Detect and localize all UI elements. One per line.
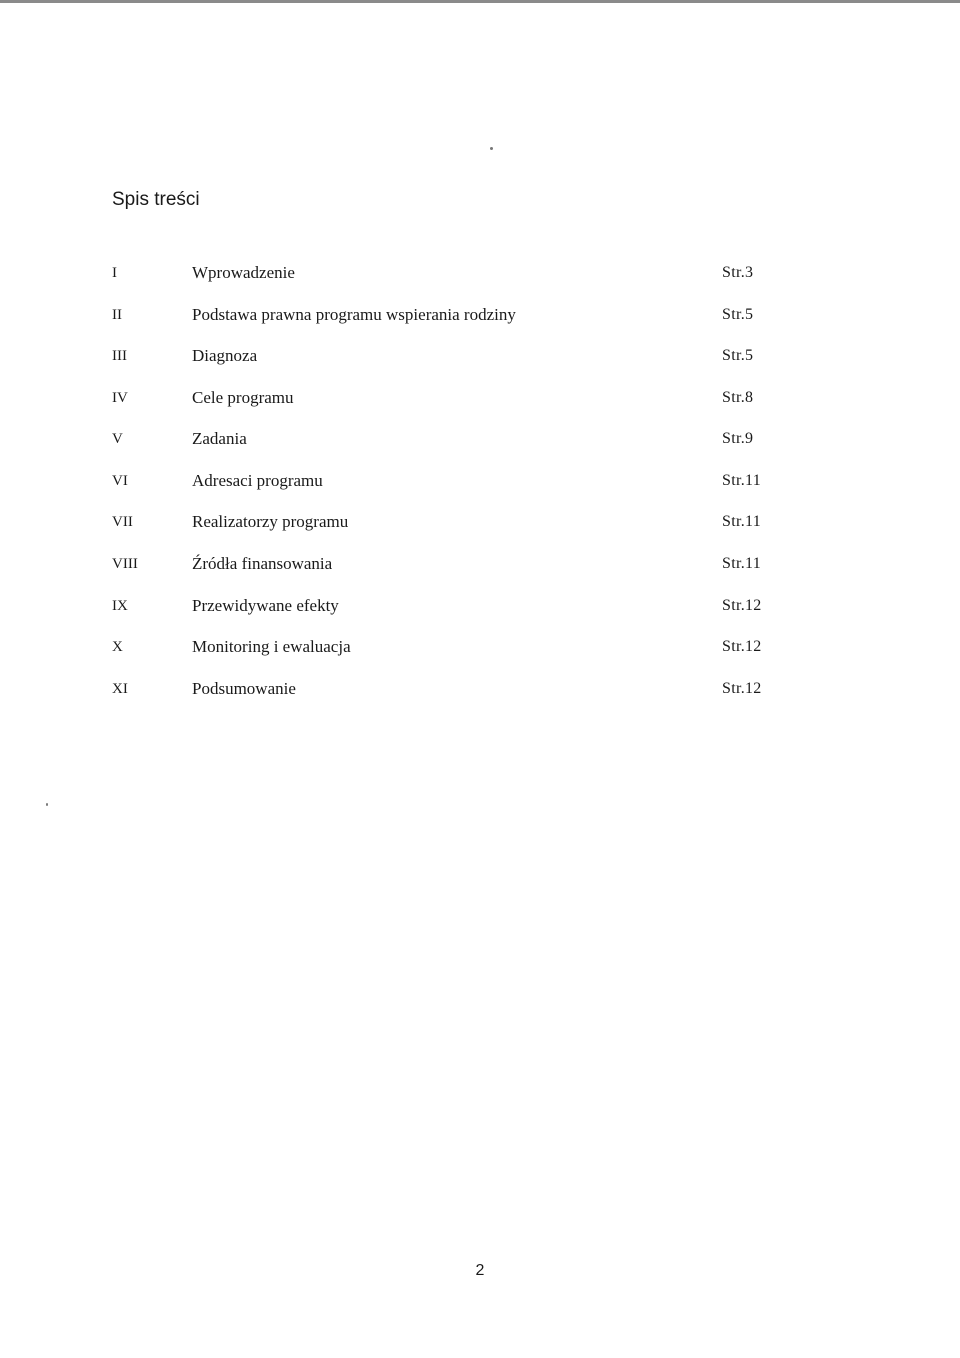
toc-entry <box>0 424 960 454</box>
toc-entry-number: IX <box>112 598 128 614</box>
toc-entry <box>0 466 960 496</box>
toc-entry <box>0 300 960 330</box>
toc-entry-number: I <box>112 265 117 281</box>
toc-entry <box>0 507 960 537</box>
toc-entry-label: Zadania <box>192 429 247 448</box>
toc-entry-number: VI <box>112 473 128 489</box>
toc-entry-page: Str.11 <box>722 513 761 530</box>
toc-entry <box>0 674 960 704</box>
toc-entry <box>0 258 960 288</box>
toc-entry <box>0 549 960 579</box>
toc-entry-page: Str.9 <box>722 430 754 447</box>
page-number: 2 <box>475 1262 485 1279</box>
toc-entry-number: XI <box>112 681 128 697</box>
toc-entry-label: Diagnoza <box>192 346 258 365</box>
toc-entry-number: III <box>112 348 127 364</box>
toc-entry-page: Str.12 <box>722 680 762 697</box>
toc-entry-label: Źródła finansowania <box>192 554 333 573</box>
toc-entry-page: Str.12 <box>722 597 762 614</box>
toc-entry-page: Str.5 <box>722 347 754 364</box>
toc-entry-page: Str.5 <box>722 306 754 323</box>
toc-entry-label: Cele programu <box>192 388 294 407</box>
toc-entry-page: Str.8 <box>722 389 754 406</box>
toc-entry <box>0 632 960 662</box>
toc-entry-label: Realizatorzy programu <box>192 512 349 531</box>
toc-entry <box>0 383 960 413</box>
scan-speck <box>46 803 48 806</box>
toc-entry-page: Str.3 <box>722 264 754 281</box>
toc-entry-label: Przewidywane efekty <box>192 596 339 615</box>
toc-entry-label: Podsumowanie <box>192 679 296 698</box>
toc-entry-number: VII <box>112 514 133 530</box>
toc-entry <box>0 591 960 621</box>
toc-entry-label: Wprowadzenie <box>192 263 295 282</box>
toc-entry-label: Monitoring i ewaluacja <box>192 637 351 656</box>
toc-entry-page: Str.11 <box>722 555 761 572</box>
toc-entry-number: V <box>112 431 123 447</box>
toc-entry-label: Podstawa prawna programu wspierania rodziny <box>192 305 516 324</box>
toc-entry-number: VIII <box>112 556 138 572</box>
toc-entry <box>0 341 960 371</box>
toc-entry-page: Str.11 <box>722 472 761 489</box>
toc-entry-number: IV <box>112 390 128 406</box>
toc-entry-page: Str.12 <box>722 638 762 655</box>
toc-entry-number: X <box>112 639 123 655</box>
toc-title: Spis treści <box>112 189 200 210</box>
toc-entry-number: II <box>112 307 122 323</box>
toc-entry-label: Adresaci programu <box>192 471 323 490</box>
